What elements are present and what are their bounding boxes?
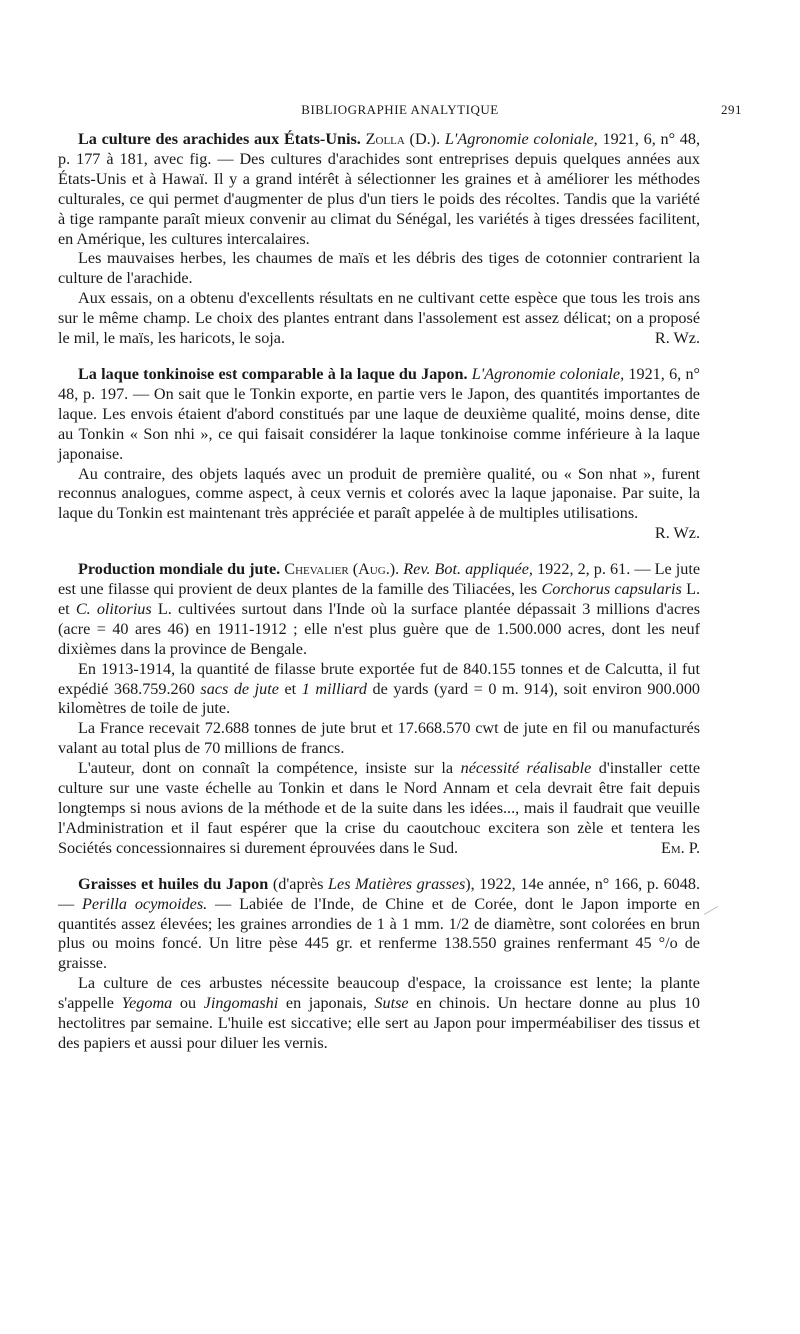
running-title: BIBLIOGRAPHIE ANALYTIQUE — [301, 102, 499, 117]
article-text: 1921, 6, n° 48, p. 197. — On sait que le Tonkin exporte, en partie vers le Japon, des quantités importantes de laque. Les envois étaient d'abord constitués par une laque de deuxième qualité, moins dense, dite au Tonkin « Son nhi », ce qui faisait considérer la laque tonkinoise comme inférieure à la laque japonaise. — [58, 364, 701, 463]
page-number: 291 — [721, 102, 742, 117]
plant-name: Jingomashi — [203, 994, 279, 1013]
species-name: Perilla ocymoides. — [82, 894, 208, 913]
species-name: C. olitorius — [75, 599, 152, 618]
article-arachides — [58, 130, 700, 349]
article-text: de yards (yard = 0 m. 914), soit environ 900.000 kilomètres de toile de jute. — [58, 679, 701, 718]
article-source: Les Matières grasses — [328, 874, 466, 893]
plant-name: Yegoma — [121, 994, 173, 1013]
article-title: La laque tonkinoise est comparable à la laque du Japon. — [78, 364, 468, 383]
article-author: Chevalier (Aug.). — [284, 560, 400, 579]
emphasis: 1 milliard — [301, 679, 367, 698]
plant-name: Sutse — [374, 994, 409, 1013]
article-text: 1921, 6, n° 48, p. 177 à 181, avec fig. — Des cultures d'arachides sont entreprises depuis quelques années aux États-Unis et à Hawaï. Il y a grand intérêt à sélectionner les graines et à améliorer les méthodes culturales, ce qui permet d'augmenter de plus d'un tiers le poids des récoltes. Tandis que la variété à tige rampante paraît mieux convenir au climat du Sénégal, les variétés à tiges dressées facilitent, en Amérique, les cultures intercalaires. — [58, 130, 701, 248]
article-text: — Labiée de l'Inde, de Chine et de Corée, dont le Japon importe en quantités assez élevées; les graines arrondies de 1 à 1 mm. 1/2 de diamètre, sont colorées en brun plus ou moins foncé. Un litre pèse 445 gr. et renferme 138.550 graines renfermant 45 °/o de graisse. — [58, 894, 701, 973]
article-text: L'auteur, dont on connaît la compétence, insiste sur la — [78, 759, 454, 778]
article-text: 1922, 2, p. 61. — Le jute est une filasse qui provient de deux plantes de la famille des Tiliacées, les — [58, 560, 701, 599]
article-text: d'installer cette culture sur une vaste échelle au Tonkin et dans le Nord Annam et cela devrait être fait depuis longtemps si nous avions de la méthode et de la suite dans les idées..., mais il faudrait que veuille l'Administration et il faut espérer que la crise du caoutchouc excitera son zèle et tentera les Sociétés concessionnaires si durement éprouvées dans le Sud. — [58, 759, 700, 857]
article-paragraph: Aux essais, on a obtenu d'excellents résultats en ne cultivant cette espèce que tous les trois ans sur le même champ. Le choix des plantes entrant dans l'assolement est assez délicat; on a proposé le mil, le maïs, les haricots, le soja. — [58, 289, 700, 348]
emphasis: nécessité réalisable — [460, 759, 592, 778]
article-jute — [58, 560, 700, 859]
article-paragraph: Les mauvaises herbes, les chaumes de maïs et les débris des tiges de cotonnier contrarient la culture de l'arachide. — [58, 249, 700, 288]
article-text: en chinois. Un hectare donne au plus 10 hectolitres par semaine. L'huile est siccative; elle sert au Japon pour imperméabiliser des tissus et des papiers et aussi pour diluer les vernis. — [58, 994, 701, 1052]
article-signature: Em. P. — [660, 838, 700, 857]
article-text: La culture de ces arbustes nécessite beaucoup d'espace, la croissance est lente; la plante s'appelle — [58, 974, 700, 1013]
article-signature: R. Wz. — [654, 524, 700, 543]
article-text: en japonais, — [285, 994, 367, 1013]
article-paragraph: La France recevait 72.688 tonnes de jute brut et 17.668.570 cwt de jute en fil ou manufacturés valant au total plus de 70 millions de francs. — [58, 719, 700, 758]
species-name: Corchorus capsularis — [541, 580, 682, 599]
article-paragraph: Au contraire, des objets laqués avec un produit de première qualité, ou « Son nhat », furent reconnus analogues, comme aspect, à ceux vernis et colorés avec la laque japonaise. Par suite, la laque du Tonkin est maintenant très appréciée et paraît appelée à de multiples utilisations. — [58, 464, 700, 523]
article-title: Graisses et huiles du Japon — [78, 874, 269, 893]
article-title: La culture des arachides aux États-Unis. — [78, 130, 361, 148]
article-text: et — [284, 679, 297, 698]
article-title: Production mondiale du jute. — [78, 560, 281, 579]
article-text: ou — [179, 994, 197, 1013]
article-source: L'Agronomie coloniale, — [471, 364, 625, 383]
page-header — [58, 102, 742, 122]
article-source: Rev. Bot. appliquée, — [403, 560, 533, 579]
article-graisses — [58, 875, 700, 1054]
page-body — [58, 130, 700, 1054]
article-signature: R. Wz. — [654, 329, 700, 348]
article-laque — [58, 365, 700, 544]
scan-mark — [704, 906, 718, 915]
emphasis: sacs de jute — [200, 679, 279, 698]
article-text: (d'après — [272, 874, 324, 893]
article-text: L. cultivées surtout dans l'Inde où la surface plantée dépassait 3 millions d'acres (acre = 40 ares 46) en 1911-1912 ; elle n'est plus guère que de 1.500.000 acres, dont les neuf dixièmes dans la province de Bengale. — [58, 599, 701, 658]
article-text: En 1913-1914, la quantité de filasse brute exportée fut de 840.155 tonnes et de Calcutta, il fut expédié 368.759.260 — [58, 659, 700, 698]
article-text: L. et — [58, 580, 701, 618]
article-author: Zolla (D.). — [365, 130, 441, 148]
article-source: L'Agronomie coloniale, — [444, 130, 598, 148]
article-text: ), 1922, 14e année, n° 166, p. 6048. — — [58, 874, 700, 913]
